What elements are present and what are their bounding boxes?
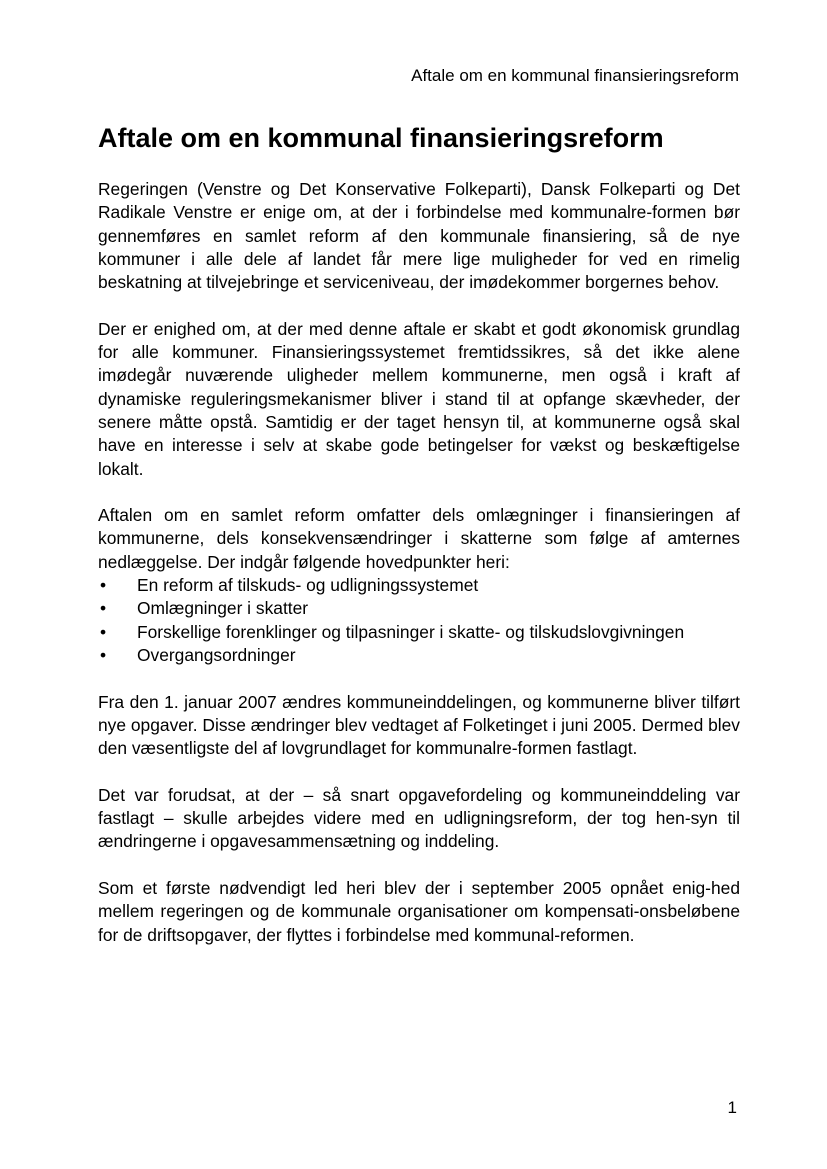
paragraph: Aftalen om en samlet reform omfatter dels omlægninger i finansieringen af kommunerne, dels konsekvensændringer i skatterne som følge af amternes nedlæggelse. Der indgår følgende hovedpunkter heri:: [98, 505, 740, 572]
bullet-list: [98, 574, 740, 667]
running-header: Aftale om en kommunal finansieringsreform: [411, 66, 739, 85]
document-body: [98, 178, 740, 970]
page-number: 1: [727, 1098, 737, 1117]
list-item-text: Omlægninger i skatter: [137, 598, 309, 619]
list-item: [98, 644, 740, 667]
bullet-icon: •: [100, 598, 107, 619]
paragraph: Fra den 1. januar 2007 ændres kommuneinddelingen, og kommunerne bliver tilført nye opgaver. Disse ændringer blev vedtaget af Folketinget i juni 2005. Dermed blev den væsentligste del af lovgrundlaget for kommunalre-formen fastlagt.: [98, 691, 740, 759]
list-item: [98, 621, 740, 644]
list-item-text: En reform af tilskuds- og udligningssystemet: [137, 575, 479, 596]
list-item-text: Overgangsordninger: [137, 644, 296, 665]
paragraph: Som et første nødvendigt led heri blev der i september 2005 opnået enig-hed mellem regeringen og de kommunale organisationer om kompensati-onsbeløbene for de driftsopgaver, der flyttes i forbindelse med kommunal-reformen.: [98, 877, 740, 945]
document-title: Aftale om en kommunal finansieringsreform: [98, 123, 664, 153]
list-item-text: Forskellige forenklinger og tilpasninger i skatte- og tilskudslovgivningen: [137, 621, 685, 642]
paragraph: Regeringen (Venstre og Det Konservative Folkeparti), Dansk Folkeparti og Det Radikale Venstre er enige om, at der i forbindelse med kommunalre-formen bør gennemføres en samlet reform af den kommunale finansiering, så de nye kommuner i alle dele af landet får mere lige muligheder for ved en rimelig beskatning at tilvejebringe et serviceniveau, der imødekommer borgernes behov.: [98, 179, 740, 293]
list-item: [98, 574, 740, 597]
paragraph: Det var forudsat, at der – så snart opgavefordeling og kommuneinddeling var fastlagt – skulle arbejdes videre med en udligningsreform, der tog hen-syn til ændringerne i opgavesammensætning og inddeling.: [98, 784, 740, 852]
bullet-icon: •: [100, 621, 107, 642]
list-item: [98, 597, 740, 620]
bullet-icon: •: [100, 644, 107, 665]
bullet-icon: •: [100, 575, 107, 596]
paragraph: Der er enighed om, at der med denne aftale er skabt et godt økonomisk grundlag for alle kommuner. Finansieringssystemet fremtidssikres, så det ikke alene imødegår nuværende uligheder mellem kommunerne, men også i kraft af dynamiske reguleringsmekanismer bliver i stand til at opfange skævheder, der senere måtte opstå. Samtidig er der taget hensyn til, at kommunerne også skal have en interesse i selv at skabe gode betingelser for vækst og beskæftigelse lokalt.: [98, 318, 740, 479]
